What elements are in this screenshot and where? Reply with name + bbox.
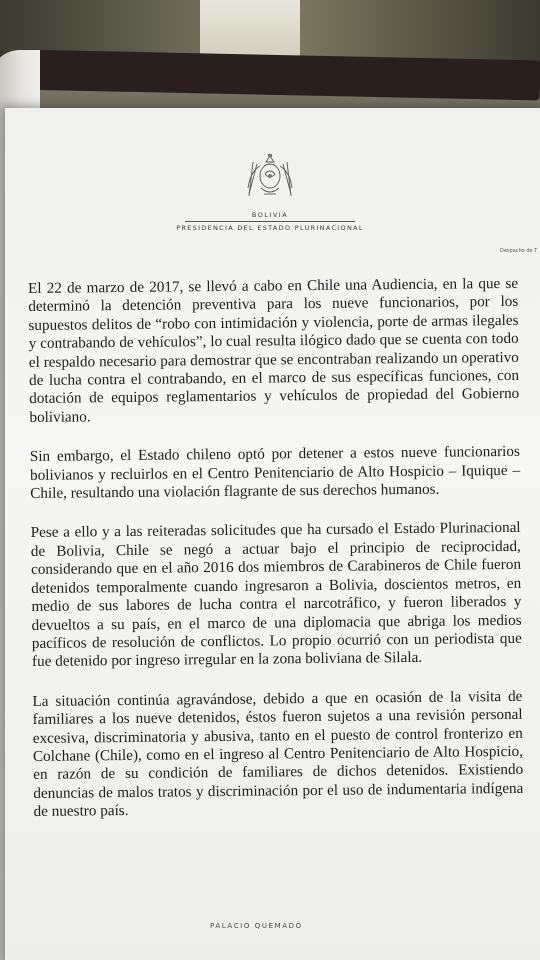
letterhead-divider bbox=[185, 221, 355, 222]
paragraph-4: La situación continúa agravándose, debido a que en ocasión de la visita de familiares a los nueve detenidos, éstos fueron sujetos a una revisión personal excesiva, discriminatoria y abusiva, tanto en el puesto de control fronterizo en Colchane (Chile), como en el ingreso al Centro Penitenciario de Alto Hospicio, en razón de su condición de familiares de dichos detenidos. Existiendo denuncias de malos tratos y discriminación por el uso de indumentaria indígena de nuestro país. bbox=[32, 687, 524, 821]
footer-palacio: PALACIO QUEMADO bbox=[210, 922, 303, 930]
letterhead-office: PRESIDENCIA DEL ESTADO PLURINACIONAL bbox=[176, 224, 364, 232]
letterhead-country: BOLIVIA bbox=[251, 211, 289, 219]
letterhead bbox=[170, 150, 370, 232]
bolivia-coat-of-arms-icon bbox=[241, 150, 299, 202]
paragraph-1: El 22 de marzo de 2017, se llevó a cabo en Chile una Audiencia, en la que se determinó la detención preventiva para los nueve funcionarios, por los supuestos delitos de “robo con intimidación y violencia, porte de armas ilegales y contrabando de vehículos”, lo cual resulta ilógico dado que se cuenta con todo el respaldo necesario para demostrar que se encontraban realizando un operativo de lucha contra el contrabando, en el marco de sus específicas funciones, con dotación de equipos reglamentarios y vehículos de propiedad del Gobierno boliviano. bbox=[28, 274, 520, 426]
header-note: Despacho de T bbox=[500, 248, 538, 254]
paragraph-3: Pese a ello y a las reiteradas solicitudes que ha cursado el Estado Plurinacional de Bolivia, Chile se negó a actuar bajo el principio de reciprocidad, considerando que en el año 2016 dos miembros de Carabineros de Chile fueron detenidos temporalmente cuando ingresaron a Bolivia, doscientos metros, en medio de sus labores de lucha contra el narcotráfico, y fueron liberados y devueltos a su país, en el marco de una diplomacia que abriga los medios pacíficos de resolución de conflictos. Lo propio ocurrió con un periodista que fue detenido por ingreso irregular en la zona boliviana de Silala. bbox=[30, 519, 522, 671]
document-body bbox=[28, 275, 524, 843]
paragraph-2: Sin embargo, el Estado chileno optó por detener a estos nueve funcionarios bolivianos y recluirlos en el Centro Penitenciario de Alto Hospicio – Iquique – Chile, resultando una violación flagrante de sus derechos humanos. bbox=[29, 443, 521, 503]
